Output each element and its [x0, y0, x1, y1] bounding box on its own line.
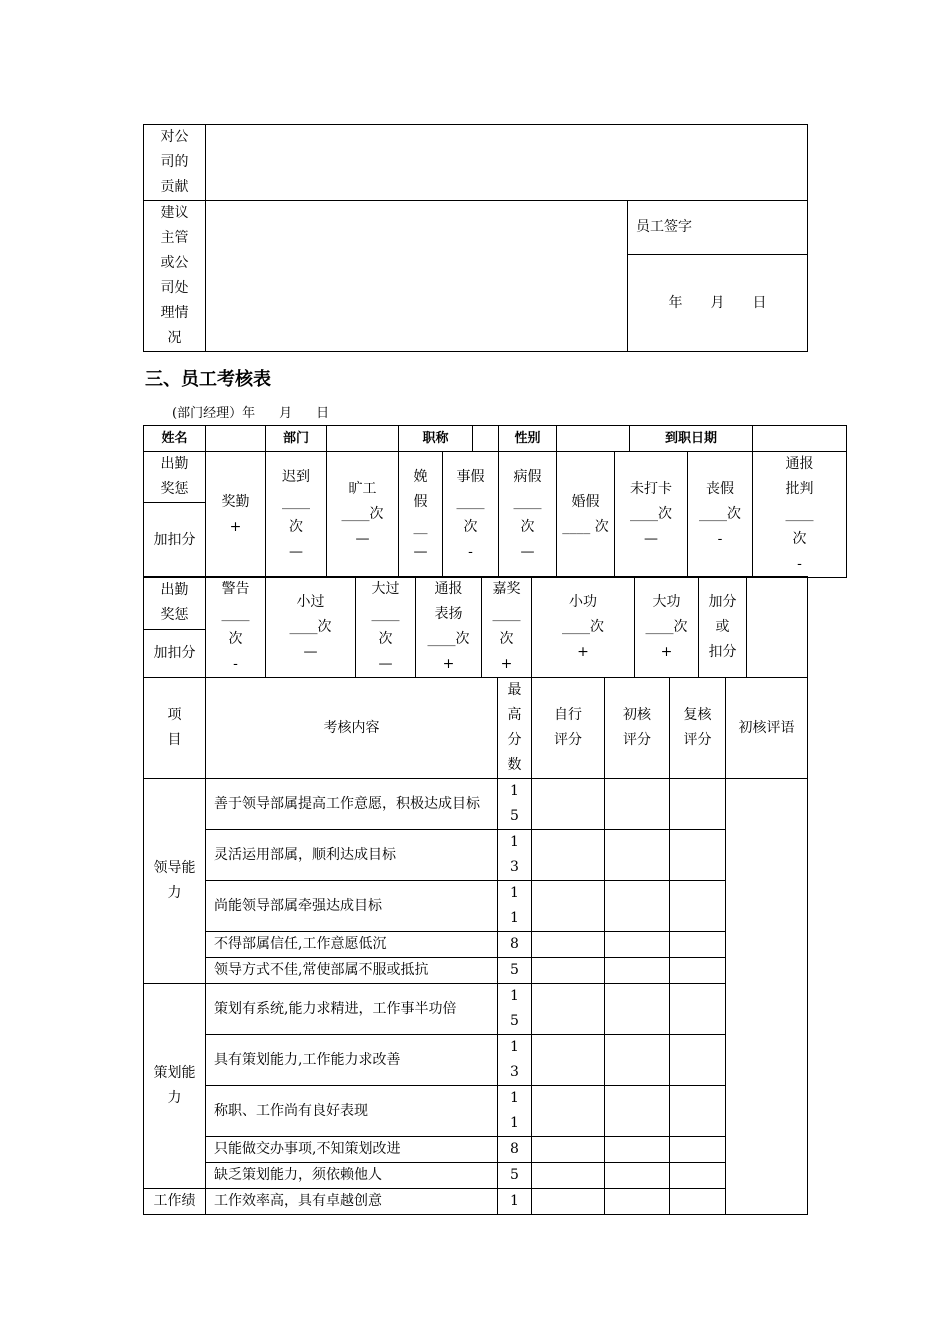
group-performance: 工作绩 — [144, 1189, 206, 1215]
att-criticism[interactable]: 通报 批判 ____ 次 - — [753, 452, 847, 578]
review-score-cell[interactable] — [670, 1163, 726, 1189]
contribution-label: 对公 司的 贡献 — [144, 125, 206, 201]
gender-label: 性别 — [499, 426, 557, 452]
rewards-table — [143, 576, 808, 678]
title-label: 职称 — [399, 426, 473, 452]
table-row — [144, 1137, 808, 1163]
max-score: 1 3 — [498, 1035, 532, 1086]
eval-initial-header: 初核 评分 — [605, 678, 670, 779]
initial-score-cell[interactable] — [605, 932, 670, 958]
initial-score-cell[interactable] — [605, 958, 670, 984]
signature-date[interactable]: 年 月 日 — [628, 255, 808, 352]
contribution-table — [143, 124, 808, 352]
att-absent[interactable]: 旷工 ____次 — — [327, 452, 399, 578]
eval-content-header: 考核内容 — [206, 678, 498, 779]
review-score-cell[interactable] — [670, 958, 726, 984]
self-score-cell[interactable] — [532, 1035, 605, 1086]
eval-content: 策划有系统,能力求精进，工作事半功倍 — [206, 984, 498, 1035]
eval-content: 尚能领导部属牵强达成目标 — [206, 881, 498, 932]
review-score-cell[interactable] — [670, 1189, 726, 1215]
eval-content: 缺乏策划能力，须依赖他人 — [206, 1163, 498, 1189]
att-funeral[interactable]: 丧假 ____次 - — [688, 452, 753, 578]
group-planning: 策划能 力 — [144, 984, 206, 1189]
hire-date-label: 到职日期 — [630, 426, 753, 452]
eval-max-score-header: 最 高 分 数 — [498, 678, 532, 779]
eval-content: 工作效率高，具有卓越创意 — [206, 1189, 498, 1215]
eval-comment-header: 初核评语 — [726, 678, 808, 779]
rew-minor-demerit[interactable]: 小过 ____次 — — [266, 577, 356, 678]
name-label: 姓名 — [144, 426, 206, 452]
max-score: 1 5 — [498, 984, 532, 1035]
review-score-cell[interactable] — [670, 1035, 726, 1086]
eval-content: 称职、工作尚有良好表现 — [206, 1086, 498, 1137]
table-row — [144, 958, 808, 984]
eval-content: 善于领导部属提高工作意愿，积极达成目标 — [206, 779, 498, 830]
suggestion-label: 建议 主管 或公 司处 理情 况 — [144, 201, 206, 352]
table-row — [144, 1035, 808, 1086]
eval-review-header: 复核 评分 — [670, 678, 726, 779]
att-late[interactable]: 迟到 ____ 次 — — [266, 452, 327, 578]
review-score-cell[interactable] — [670, 830, 726, 881]
eval-content: 不得部属信任,工作意愿低沉 — [206, 932, 498, 958]
dept-field[interactable] — [327, 426, 399, 452]
initial-score-cell[interactable] — [605, 1163, 670, 1189]
table-row — [144, 1163, 808, 1189]
initial-score-cell[interactable] — [605, 1137, 670, 1163]
max-score: 8 — [498, 932, 532, 958]
eval-content: 只能做交办事项,不知策划改进 — [206, 1137, 498, 1163]
hire-date-field[interactable] — [753, 426, 847, 452]
self-score-cell[interactable] — [532, 984, 605, 1035]
max-score: 1 1 — [498, 1086, 532, 1137]
rew-major-merit[interactable]: 大功 ____次 + — [635, 577, 699, 678]
self-score-cell[interactable] — [532, 881, 605, 932]
contribution-field[interactable] — [206, 125, 808, 201]
self-score-cell[interactable] — [532, 1163, 605, 1189]
eval-content: 具有策划能力,工作能力求改善 — [206, 1035, 498, 1086]
eval-item-header: 项 目 — [144, 678, 206, 779]
max-score: 1 — [498, 1189, 532, 1215]
table-row — [144, 932, 808, 958]
self-score-cell[interactable] — [532, 932, 605, 958]
name-field[interactable] — [206, 426, 266, 452]
review-score-cell[interactable] — [670, 1086, 726, 1137]
rew-points[interactable]: 加分 或 扣分 — [699, 577, 747, 678]
self-score-cell[interactable] — [532, 1086, 605, 1137]
att-maternity[interactable]: 娩 假 __ — — [399, 452, 443, 578]
evaluation-table — [143, 677, 808, 1215]
att-bonus[interactable]: 奖勤 + — [206, 452, 266, 578]
att-no-clock[interactable]: 未打卡 ____次 — — [615, 452, 688, 578]
review-score-cell[interactable] — [670, 932, 726, 958]
att-marriage[interactable]: 婚假 ____ 次 — [557, 452, 615, 578]
initial-score-cell[interactable] — [605, 881, 670, 932]
attendance-points-label: 加扣分 — [144, 503, 206, 578]
review-score-cell[interactable] — [670, 881, 726, 932]
gender-field[interactable] — [557, 426, 630, 452]
rew-warning[interactable]: 警告 ____ 次 - — [206, 577, 266, 678]
self-score-cell[interactable] — [532, 958, 605, 984]
rewards-label: 出勤 奖惩 — [144, 577, 206, 630]
initial-score-cell[interactable] — [605, 1189, 670, 1215]
self-score-cell[interactable] — [532, 1137, 605, 1163]
max-score: 5 — [498, 958, 532, 984]
rewards-points-label: 加扣分 — [144, 629, 206, 677]
initial-score-cell[interactable] — [605, 1086, 670, 1137]
max-score: 1 1 — [498, 881, 532, 932]
table-row — [144, 1189, 808, 1215]
initial-score-cell[interactable] — [605, 830, 670, 881]
attendance-label: 出勤 奖惩 — [144, 452, 206, 503]
initial-score-cell[interactable] — [605, 984, 670, 1035]
attendance-table — [143, 425, 847, 578]
max-score: 8 — [498, 1137, 532, 1163]
review-score-cell[interactable] — [670, 984, 726, 1035]
rew-points-field[interactable] — [747, 577, 808, 678]
eval-content: 灵活运用部属，顺利达成目标 — [206, 830, 498, 881]
suggestion-field[interactable] — [206, 201, 628, 352]
table-row — [144, 1086, 808, 1137]
att-sick[interactable]: 病假 ____ 次 — — [499, 452, 557, 578]
rew-major-demerit[interactable]: 大过 ____ 次 — — [356, 577, 416, 678]
title-field[interactable] — [473, 426, 499, 452]
self-score-cell[interactable] — [532, 779, 605, 830]
self-score-cell[interactable] — [532, 1189, 605, 1215]
table-row — [144, 830, 808, 881]
review-score-cell[interactable] — [670, 779, 726, 830]
dept-label: 部门 — [266, 426, 327, 452]
att-personal[interactable]: 事假 ____ 次 - — [443, 452, 499, 578]
group-leadership: 领导能 力 — [144, 779, 206, 984]
section-title: 三、员工考核表 — [145, 369, 271, 390]
eval-self-header: 自行 评分 — [532, 678, 605, 779]
max-score: 5 — [498, 1163, 532, 1189]
rew-commendation[interactable]: 通报 表扬 ____次 + — [416, 577, 482, 678]
initial-score-cell[interactable] — [605, 1035, 670, 1086]
review-score-cell[interactable] — [670, 1137, 726, 1163]
self-score-cell[interactable] — [532, 830, 605, 881]
rew-praise[interactable]: 嘉奖 ____ 次 + — [482, 577, 532, 678]
dept-manager-date-line: (部门经理）年 月 日 — [172, 406, 330, 421]
table-row — [144, 779, 808, 830]
max-score: 1 3 — [498, 830, 532, 881]
table-row — [144, 881, 808, 932]
max-score: 1 5 — [498, 779, 532, 830]
initial-comment-cell[interactable] — [726, 779, 808, 1215]
employee-signature[interactable]: 员工签字 — [628, 201, 808, 255]
table-row — [144, 984, 808, 1035]
rew-minor-merit[interactable]: 小功 ____次 + — [532, 577, 635, 678]
initial-score-cell[interactable] — [605, 779, 670, 830]
eval-content: 领导方式不佳,常使部属不服或抵抗 — [206, 958, 498, 984]
